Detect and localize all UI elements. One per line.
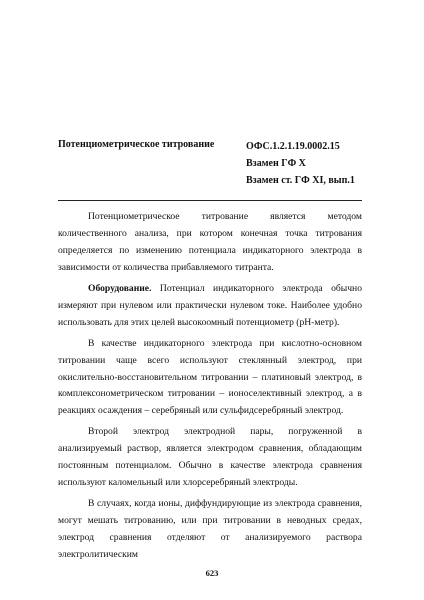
replaces-article: Взамен ст. ГФ XI, вып.1 [246, 175, 355, 186]
paragraph-diffusion: В случаях, когда ионы, диффундирующие из электрода сравнения, могут мешать титрованию, или при титровании в неводных средах, электрод сравнения отделяют от анализируемого раствора электролитическим [58, 498, 362, 560]
equipment-text: Потенциал индикаторного электрода обычно измеряют при нулевом или практически нулевом токе. Наиболее удобно использовать для этих целей высокоомный потенциометр (pH-метр). [58, 282, 362, 328]
monograph-meta [246, 138, 355, 189]
paragraph-definition: Потенциометрическое титрование является методом количественного анализа, при котором конечная точка титрования определяется по изменению потенциала индикаторного электрода в зависимости от количества прибавляемого титранта. [58, 211, 362, 273]
header-divider [58, 200, 362, 201]
monograph-header [0, 133, 424, 191]
paragraph-reference-electrode: Второй электрод электродной пары, погруженной в анализируемый раствор, является электродом сравнения, обладающим постоянным потенциалом. Обычно в качестве электрода сравнения используют каломельный или хлорсеребряный электроды. [58, 426, 362, 489]
paragraph-indicator-electrode: В качестве индикаторного электрода при кислотно-основном титровании чаще всего используют стеклянный электрод, при окислительно-восстановительном титровании – платиновый электрод, в комплексонометрическом титровании – ионоселективный электрод, а в реакциях осаждения – серебряный или сульфидсеребряный электрод. [58, 337, 362, 417]
paragraph-equipment [58, 281, 362, 332]
replaces-edition: Взамен ГФ Х [246, 158, 306, 169]
page-number: 623 [205, 568, 219, 578]
body-text [58, 209, 362, 564]
equipment-heading: Оборудование. [88, 282, 152, 294]
monograph-code: ОФС.1.2.1.19.0002.15 [246, 141, 340, 152]
monograph-title: Потенциометрическое титрование [58, 139, 215, 150]
